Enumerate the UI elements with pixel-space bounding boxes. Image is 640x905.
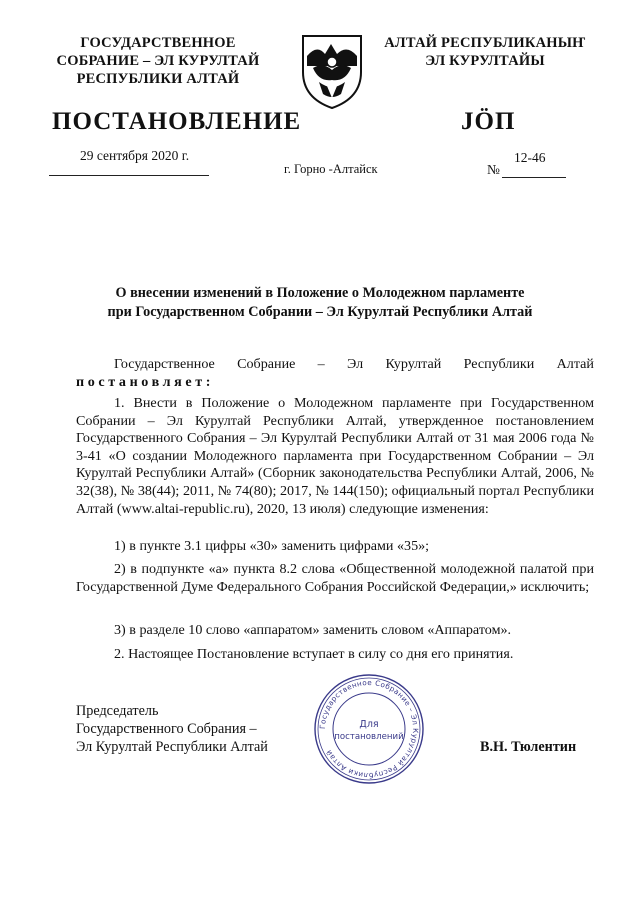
paragraph-1-text: 1. Внести в Положение о Молодежном парламенте при Государственном Собрании – Эл Курултай Республики Алтай, утвержденное постановлением Государственного Собрания – Эл Курултай Республики Алтай от 31 мая 2006 года № 3-41 «О создании Молодежного парламента при Государственном Собрании – Эл Курултай Республики Алтай» (Сборник законодательства Республики Алтай, 2006, № 32(38), № 38(44); 2011, № 74(80); 2017, № 144(150); официальный портал Республики Алтай (www.altai-republic.ru), 2020, 13 июля) следующие изменения: bbox=[76, 395, 594, 517]
stamp-center-line: постановлений bbox=[334, 732, 404, 742]
header-right bbox=[380, 34, 590, 70]
stamp-ring-text: Государственное Собрание – Эл Курултай Республики Алтай bbox=[317, 677, 421, 781]
header-left-line: РЕСПУБЛИКИ АЛТАЙ bbox=[76, 71, 240, 87]
decree-word: постановляет: bbox=[76, 373, 215, 390]
item-3 bbox=[76, 622, 594, 640]
header-right-line: АЛТАЙ РЕСПУБЛИКАНЫҤ bbox=[384, 35, 586, 51]
preamble-word: Собрание bbox=[237, 356, 296, 372]
decree-number: 12-46 bbox=[514, 150, 546, 165]
preamble-word: Алтай bbox=[556, 356, 594, 372]
decree-date: 29 сентября 2020 г. bbox=[80, 148, 190, 163]
decree-place: г. Горно -Алтайск bbox=[284, 162, 378, 176]
header-left-line: СОБРАНИЕ – ЭЛ КУРУЛТАЙ bbox=[56, 53, 260, 69]
title-line: при Государственном Собрании – Эл Курултай Республики Алтай bbox=[107, 304, 533, 320]
signatory-position bbox=[76, 702, 268, 756]
emblem-icon bbox=[297, 32, 367, 110]
item-2 bbox=[76, 561, 594, 596]
official-stamp bbox=[312, 672, 426, 786]
preamble-word: Эл bbox=[347, 356, 364, 372]
position-line: Председатель bbox=[76, 703, 159, 719]
date-underline bbox=[49, 175, 209, 176]
preamble-word: Республики bbox=[463, 356, 535, 372]
header-right-line: ЭЛ КУРУЛТАЙЫ bbox=[425, 53, 545, 69]
item-3-text: 3) в разделе 10 слово «аппаратом» заменить словом «Аппаратом». bbox=[114, 622, 512, 638]
signatory-name: В.Н. Тюлентин bbox=[480, 739, 577, 755]
paragraph-2-text: 2. Настоящее Постановление вступает в силу со дня его принятия. bbox=[114, 646, 514, 662]
number-sign: № bbox=[487, 162, 500, 177]
item-2-text: 2) в подпункте «а» пункта 8.2 слова «Общественной молодежной палатой при Государственной Думе Федерального Собрания Российской Федерации,» исключить; bbox=[76, 561, 594, 595]
number-underline bbox=[502, 177, 566, 178]
header-left bbox=[40, 34, 276, 88]
header-left-line: ГОСУДАРСТВЕННОЕ bbox=[80, 35, 236, 51]
paragraph-1 bbox=[76, 395, 594, 518]
preamble bbox=[76, 356, 594, 391]
item-1 bbox=[76, 538, 594, 556]
decree-title bbox=[40, 284, 600, 322]
title-line: О внесении изменений в Положение о Молодежном парламенте bbox=[115, 285, 525, 301]
doc-type-ru: ПОСТАНОВЛЕНИЕ bbox=[52, 108, 302, 135]
preamble-word: Курултай bbox=[385, 356, 442, 372]
doc-type-alt: JӦП bbox=[461, 108, 516, 135]
paragraph-2 bbox=[76, 646, 594, 664]
position-line: Эл Курултай Республики Алтай bbox=[76, 739, 268, 755]
item-1-text: 1) в пункте 3.1 цифры «30» заменить цифрами «35»; bbox=[114, 538, 430, 554]
preamble-line bbox=[76, 356, 594, 374]
preamble-word: Государственное bbox=[114, 356, 215, 372]
stamp-center-line: Для bbox=[359, 719, 379, 730]
preamble-word: – bbox=[317, 356, 325, 372]
position-line: Государственного Собрания – bbox=[76, 721, 257, 737]
